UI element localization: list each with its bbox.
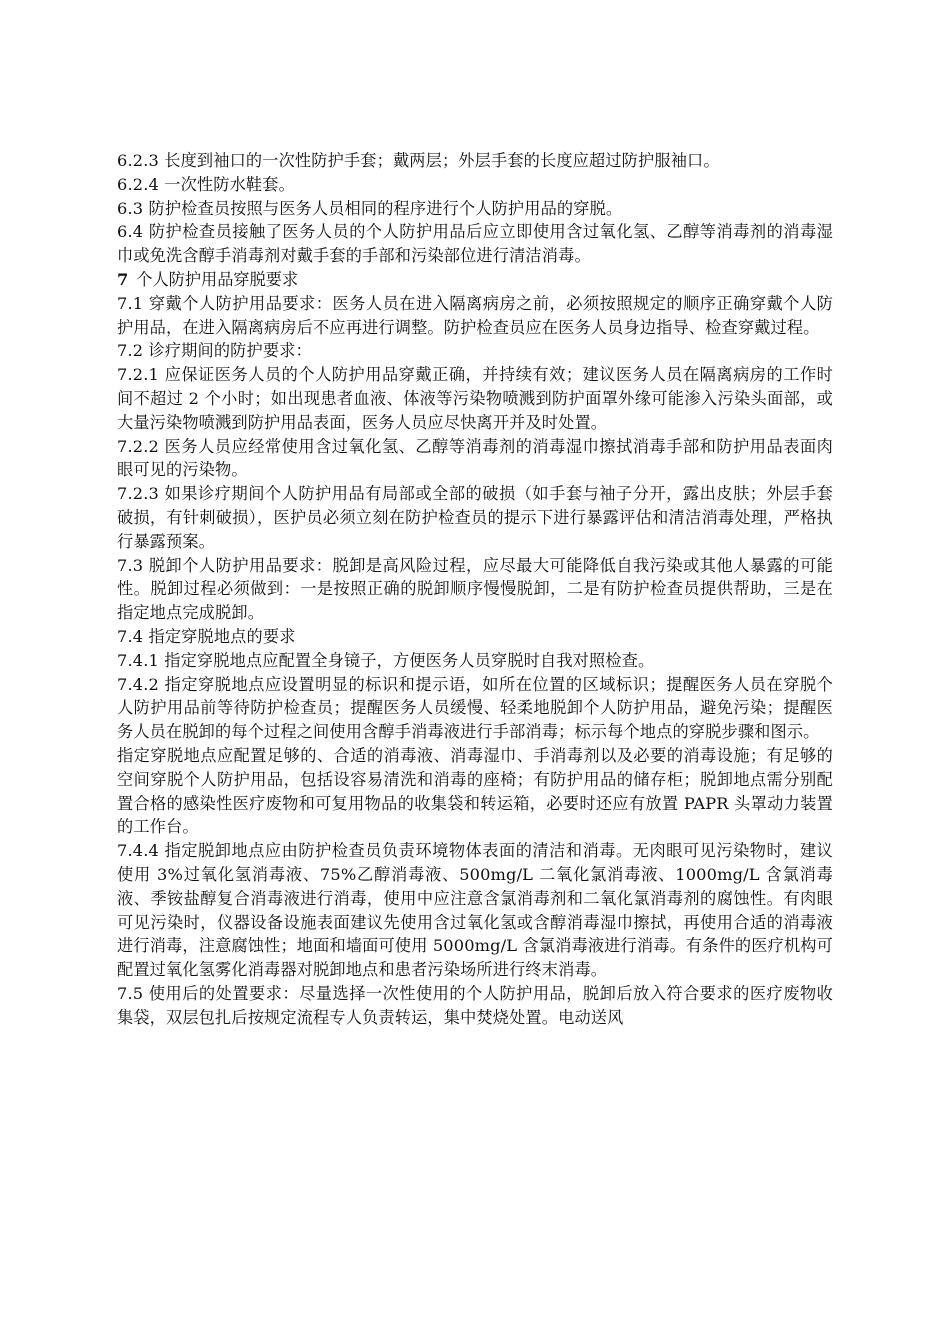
paragraph-7-2-1: 7.2.1 应保证医务人员的个人防护用品穿戴正确，并持续有效；建议医务人员在隔离病房的工作时间不超过 2 个小时；如出现患者血液、体液等污染物喷溅到防护面罩外缘可能渗入污染头面部，或大量污染物喷溅到防护用品表面，医务人员应尽快离开并及时处置。 bbox=[117, 365, 833, 432]
document-page bbox=[117, 149, 833, 1029]
paragraph-6-2-4: 6.2.4 一次性防水鞋套。 bbox=[117, 174, 295, 194]
paragraph-6-3: 6.3 防护检查员按照与医务人员相同的程序进行个人防护用品的穿脱。 bbox=[117, 198, 623, 218]
paragraph-6-2-3: 6.2.3 长度到袖口的一次性防护手套；戴两层；外层手套的长度应超过防护服袖口。 bbox=[117, 151, 720, 170]
paragraph-7-4: 7.4 指定穿脱地点的要求 bbox=[117, 626, 296, 646]
paragraph-7-4-1: 7.4.1 指定穿脱地点应配置全身镜子，方便医务人员穿脱时自我对照检查。 bbox=[117, 650, 655, 670]
paragraph-7-2-3: 7.2.3 如果诊疗期间个人防护用品有局部或全部的破损（如手套与袖子分开，露出皮肤；外层手套破损，有针刺破损），医护员必须立刻在防护检查员的提示下进行暴露评估和清洁消毒处理，严格执行暴露预案。 bbox=[117, 484, 833, 551]
paragraph-7-2-2: 7.2.2 医务人员应经常使用含过氧化氢、乙醇等消毒剂的消毒湿巾擦拭消毒手部和防护用品表面肉眼可见的污染物。 bbox=[117, 436, 833, 480]
paragraph-7-1: 7.1 穿戴个人防护用品要求：医务人员在进入隔离病房之前，必须按照规定的顺序正确穿戴个人防护用品，在进入隔离病房后不应再进行调整。防护检查员应在医务人员身边指导、检查穿戴过程。 bbox=[117, 293, 833, 337]
paragraph-7-4-3: 指定穿脱地点应配置足够的、合适的消毒液、消毒湿巾、手消毒剂以及必要的消毒设施；有足够的空间穿脱个人防护用品，包括设容易清洗和消毒的座椅；有防护用品的储存柜；脱卸地点需分别配置合格的感染性医疗废物和可复用物品的收集袋和转运箱，必要时还应有放置 PAPR 头罩动力装置的工作台。 bbox=[117, 745, 833, 837]
paragraph-7-4-4: 7.4.4 指定脱卸地点应由防护检查员负责环境物体表面的清洁和消毒。无肉眼可见污染物时，建议使用 3%过氧化氢消毒液、75%乙醇消毒液、500mg/L 二氧化氯消毒液、1000mg/L 含氯消毒液、季铵盐醇复合消毒液进行消毒，使用中应注意含氯消毒剂和二氧化氯消毒剂的腐蚀性。有肉眼可见污染时，仪器设备设施表面建议先使用含过氧化氢或含醇消毒湿巾擦拭，再使用合适的消毒液进行消毒，注意腐蚀性；地面和墙面可使用 5000mg/L 含氯消毒液进行消毒。有条件的医疗机构可配置过氧化氢雾化消毒器对脱卸地点和患者污染场所进行终末消毒。 bbox=[117, 841, 833, 980]
paragraph-6-4: 6.4 防护检查员接触了医务人员的个人防护用品后应立即使用含过氧化氢、乙醇等消毒剂的消毒湿巾或免洗含醇手消毒剂对戴手套的手部和污染部位进行清洁消毒。 bbox=[117, 222, 833, 266]
paragraph-7-5: 7.5 使用后的处置要求：尽量选择一次性使用的个人防护用品，脱卸后放入符合要求的医疗废物收集袋，双层包扎后按规定流程专人负责转运，集中焚烧处置。电动送风 bbox=[117, 983, 833, 1027]
paragraph-7-4-2: 7.4.2 指定穿脱地点应设置明显的标识和提示语，如所在位置的区域标识；提醒医务人员在穿脱个人防护用品前等待防护检查员；提醒医务人员缓慢、轻柔地脱卸个人防护用品，避免污染；提醒医务人员在脱卸的每个过程之间使用含醇手消毒液进行手部消毒；标示每个地点的穿脱步骤和图示。 bbox=[117, 674, 833, 742]
paragraph-7-3: 7.3 脱卸个人防护用品要求：脱卸是高风险过程，应尽最大可能降低自我污染或其他人暴露的可能性。脱卸过程必须做到：一是按照正确的脱卸顺序慢慢脱卸，二是有防护检查员提供帮助，三是在指定地点完成脱卸。 bbox=[117, 555, 833, 623]
paragraph-7-2: 7.2 诊疗期间的防护要求： bbox=[117, 341, 312, 361]
section-7-title: 个人防护用品穿脱要求 bbox=[136, 269, 299, 289]
section-7-number: 7 bbox=[117, 269, 129, 289]
section-7-heading bbox=[117, 268, 833, 292]
